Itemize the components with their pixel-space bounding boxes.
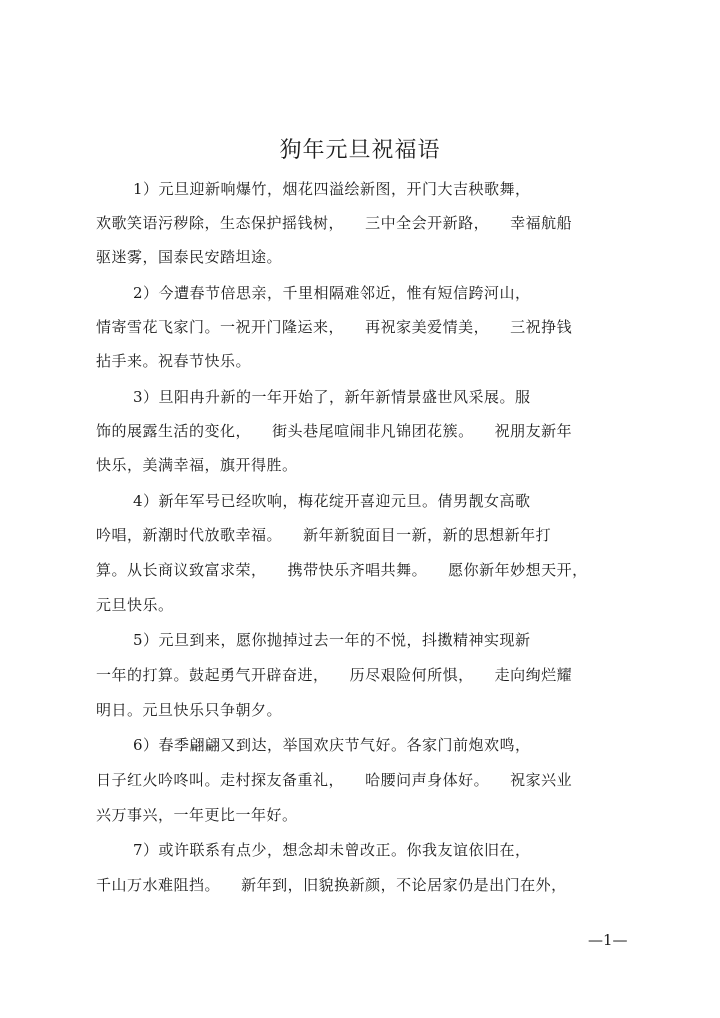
paragraph-7-line-1: 7）或许联系有点少，想念却未曾改正。你我友谊依旧在， xyxy=(133,841,531,859)
paragraph-7-line-2: 千山万水难阻挡。 新年到，旧貌换新颜，不论居家仍是出门在外， xyxy=(96,876,567,894)
paragraph-6-line-1: 6）春季翩翩又到达，举国欢庆节气好。各家门前炮欢鸣， xyxy=(133,736,531,754)
document-title: 狗年元旦祝福语 xyxy=(279,138,441,163)
paragraph-3-line-1: 3）旦阳冉升新的一年开始了，新年新情景盛世风采展。服 xyxy=(133,388,531,406)
page-number: —1— xyxy=(588,931,628,949)
paragraph-6-line-3: 兴万事兴，一年更比一年好。 xyxy=(96,806,298,824)
paragraph-4-line-3: 算。从长商议致富求荣， 携带快乐齐唱共舞。 愿你新年妙想天开， xyxy=(96,561,588,579)
paragraph-5-line-1: 5）元旦到来，愿你抛掉过去一年的不悦，抖擞精神实现新 xyxy=(133,631,531,649)
paragraph-1-line-1: 1）元旦迎新响爆竹，烟花四溢绘新图，开门大吉秧歌舞， xyxy=(133,180,531,198)
paragraph-2-line-3: 拈手来。祝春节快乐。 xyxy=(96,352,252,370)
paragraph-3-line-3: 快乐，美满幸福，旗开得胜。 xyxy=(96,456,298,474)
paragraph-3-line-2: 饰的展露生活的变化， 街头巷尾喧闹非凡锦团花簇。 祝朋友新年 xyxy=(96,422,573,440)
paragraph-1-line-3: 驱迷雾，国泰民安踏坦途。 xyxy=(96,248,283,266)
paragraph-4-line-4: 元旦快乐。 xyxy=(96,596,174,614)
paragraph-4-line-2: 吟唱，新潮时代放歌幸福。 新年新貌面目一新，新的思想新年打 xyxy=(96,526,552,544)
paragraph-6-line-2: 日子红火吟咚叫。走村探友备重礼， 哈腰问声身体好。 祝家兴业 xyxy=(96,771,573,789)
paragraph-2-line-1: 2）今遭春节倍思亲，千里相隔难邻近，惟有短信跨河山， xyxy=(133,284,531,302)
paragraph-4-line-1: 4）新年军号已经吹响，梅花绽开喜迎元旦。倩男靓女高歌 xyxy=(133,492,531,510)
paragraph-5-line-3: 明日。元旦快乐只争朝夕。 xyxy=(96,701,283,719)
paragraph-1-line-2: 欢歌笑语污秽除，生态保护摇钱树， 三中全会开新路， 幸福航船 xyxy=(96,214,573,232)
paragraph-5-line-2: 一年的打算。鼓起勇气开辟奋进， 历尽艰险何所惧， 走向绚烂耀 xyxy=(96,666,573,684)
paragraph-2-line-2: 情寄雪花飞家门。一祝开门隆运来， 再祝家美爱情美， 三祝挣钱 xyxy=(96,318,573,336)
